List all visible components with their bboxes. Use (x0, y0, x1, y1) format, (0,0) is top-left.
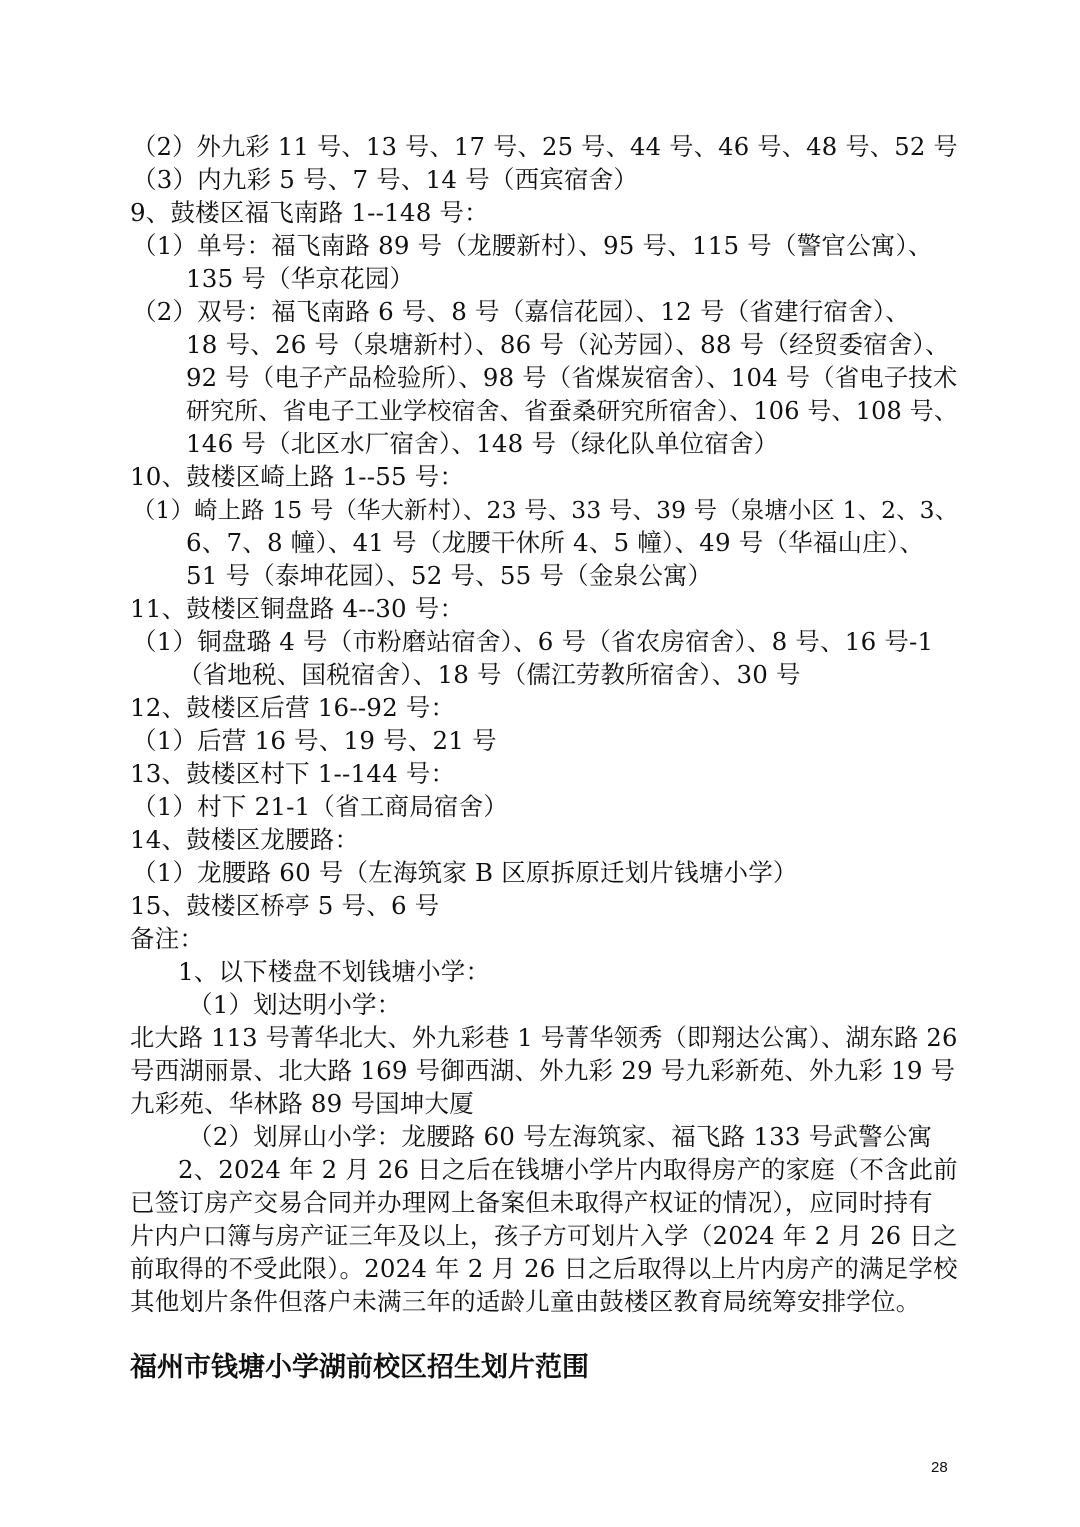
text-line: 其他划片条件但落户未满三年的适龄儿童由鼓楼区教育局统筹安排学位。 (130, 1287, 921, 1316)
text-line: 2、2024 年 2 月 26 日之后在钱塘小学片内取得房产的家庭（不含此前 (178, 1155, 958, 1184)
list-heading: 11、鼓楼区铜盘路 4--30 号： (130, 594, 465, 623)
list-heading: 13、鼓楼区村下 1--144 号： (130, 759, 456, 788)
text-line: （1）划达明小学： (188, 990, 402, 1019)
text-line: 九彩苑、华林路 89 号国坤大厦 (130, 1089, 474, 1118)
text-line: 片内户口簿与房产证三年及以上，孩子方可划片入学（2024 年 2 月 26 日之 (130, 1222, 958, 1250)
list-heading: 15、鼓楼区桥亭 5 号、6 号 (130, 891, 440, 920)
list-heading: 10、鼓楼区崎上路 1--55 号： (130, 462, 465, 491)
list-heading: 12、鼓楼区后营 16--92 号： (130, 693, 456, 722)
text-line: 146 号（北区水厂宿舍）、148 号（绿化队单位宿舍） (186, 429, 779, 458)
text-line: 已签订房产交易合同并办理网上备案但未取得产权证的情况），应同时持有 (130, 1188, 933, 1217)
text-line: （省地税、国税宿舍）、18 号（儒江劳教所宿舍）、30 号 (178, 660, 801, 689)
text-line: 6、7、8 幢）、41 号（龙腰干休所 4、5 幢）、49 号（华福山庄）、 (186, 528, 925, 557)
text-line: （1）崎上路 15 号（华大新村）、23 号、33 号、39 号（泉塘小区 1、2、3、 (132, 496, 959, 524)
page-number: 28 (931, 1459, 948, 1476)
text-line: （2）双号：福飞南路 6 号、8 号（嘉信花园）、12 号（省建行宿舍）、 (132, 297, 910, 326)
remarks-label: 备注： (130, 924, 205, 953)
text-line: （1）村下 21-1（省工商局宿舍） (132, 792, 509, 821)
list-heading: 9、鼓楼区福飞南路 1--148 号： (130, 198, 489, 227)
text-line: （2）划屏山小学：龙腰路 60 号左海筑家、福飞路 133 号武警公寓 (188, 1122, 933, 1151)
text-line: （1）单号：福飞南路 89 号（龙腰新村）、95 号、115 号（警官公寓）、 (132, 231, 933, 260)
text-line: 北大路 113 号菁华北大、外九彩巷 1 号菁华领秀（即翔达公寓）、湖东路 26 (130, 1024, 958, 1052)
text-line: 1、以下楼盘不划钱塘小学： (178, 957, 491, 986)
text-line: 研究所、省电子工业学校宿舍、省蚕桑研究所宿舍）、106 号、108 号、 (186, 397, 959, 425)
text-line: 号西湖丽景、北大路 169 号御西湖、外九彩 29 号九彩新苑、外九彩 19 号 (130, 1056, 956, 1085)
text-line: 92 号（电子产品检验所）、98 号（省煤炭宿舍）、104 号（省电子技术 (186, 363, 958, 392)
text-line: 51 号（泰坤花园）、52 号、55 号（金泉公寓） (186, 561, 713, 590)
text-line: （3）内九彩 5 号、7 号、14 号（西宾宿舍） (132, 165, 639, 194)
text-line: （1）龙腰路 60 号（左海筑家 B 区原拆原迁划片钱塘小学） (132, 858, 798, 887)
text-line: 18 号、26 号（泉塘新村）、86 号（沁芳园）、88 号（经贸委宿舍）、 (186, 330, 950, 359)
section-heading: 福州市钱塘小学湖前校区招生划片范围 (130, 1352, 589, 1383)
text-line: （1）铜盘璐 4 号（市粉磨站宿舍）、6 号（省农房宿舍）、8 号、16 号-1 (132, 627, 934, 656)
text-line: 135 号（华京花园） (186, 264, 415, 293)
text-line: （1）后营 16 号、19 号、21 号 (132, 726, 497, 755)
list-heading: 14、鼓楼区龙腰路： (130, 825, 360, 854)
text-line: （2）外九彩 11 号、13 号、17 号、25 号、44 号、46 号、48 号、52 号 (132, 132, 958, 161)
text-line: 前取得的不受此限）。2024 年 2 月 26 日之后取得以上片内房产的满足学校 (130, 1254, 958, 1283)
